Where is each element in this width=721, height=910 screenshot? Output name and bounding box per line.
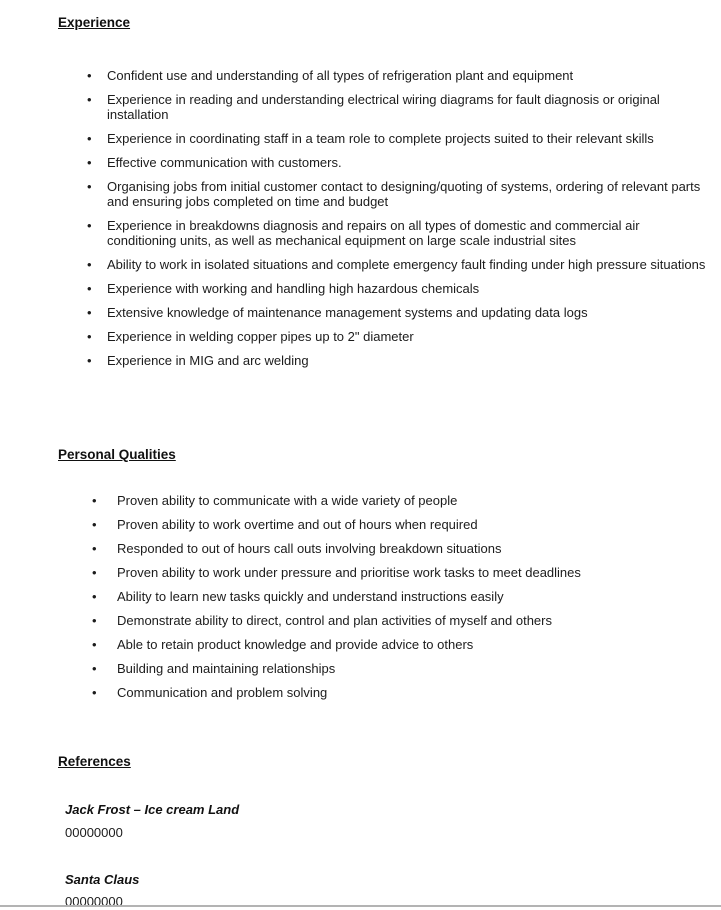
bullet-item: • Ability to work in isolated situations and complete emergency fault finding under high pressure situations [87, 257, 707, 272]
section-heading-experience: Experience [58, 15, 131, 30]
personal-qualities-bullet-list [92, 493, 697, 709]
reference-name: Jack Frost – Ice cream Land [65, 802, 240, 817]
reference-phone: 00000000 [65, 825, 123, 840]
bullet-item: • Proven ability to work under pressure and prioritise work tasks to meet deadlines [92, 565, 697, 580]
bullet-item: • Experience in coordinating staff in a team role to complete projects suited to their relevant skills [87, 131, 707, 146]
bullet-item: • Experience in welding copper pipes up to 2" diameter [87, 329, 707, 344]
section-heading-personal-qualities: Personal Qualities [58, 447, 176, 462]
bullet-item: • Able to retain product knowledge and provide advice to others [92, 637, 697, 652]
bullet-item: • Ability to learn new tasks quickly and understand instructions easily [92, 589, 697, 604]
page-edge-divider [0, 905, 721, 907]
section-heading-references: References [58, 754, 131, 769]
bullet-item: • Proven ability to communicate with a wide variety of people [92, 493, 697, 508]
bullet-item: • Experience in MIG and arc welding [87, 353, 707, 368]
bullet-item: • Responded to out of hours call outs involving breakdown situations [92, 541, 697, 556]
experience-bullet-list [87, 68, 707, 377]
bullet-item: • Organising jobs from initial customer contact to designing/quoting of systems, ordering of relevant parts and ensuring jobs completed on time and budget [87, 179, 707, 209]
bullet-item: • Effective communication with customers. [87, 155, 707, 170]
bullet-item: • Demonstrate ability to direct, control and plan activities of myself and others [92, 613, 697, 628]
bullet-item: • Extensive knowledge of maintenance management systems and updating data logs [87, 305, 707, 320]
bullet-item: • Confident use and understanding of all types of refrigeration plant and equipment [87, 68, 707, 83]
reference-phone: 00000000 [65, 894, 123, 905]
reference-name: Santa Claus [65, 872, 140, 887]
bullet-item: • Communication and problem solving [92, 685, 697, 700]
bullet-item: • Building and maintaining relationships [92, 661, 697, 676]
bullet-item: • Experience in reading and understanding electrical wiring diagrams for fault diagnosis or original installation [87, 92, 707, 122]
bullet-item: • Proven ability to work overtime and out of hours when required [92, 517, 697, 532]
bullet-item: • Experience in breakdowns diagnosis and repairs on all types of domestic and commercial air conditioning units, as well as mechanical equipment on large scale industrial sites [87, 218, 707, 248]
bullet-item: • Experience with working and handling high hazardous chemicals [87, 281, 707, 296]
